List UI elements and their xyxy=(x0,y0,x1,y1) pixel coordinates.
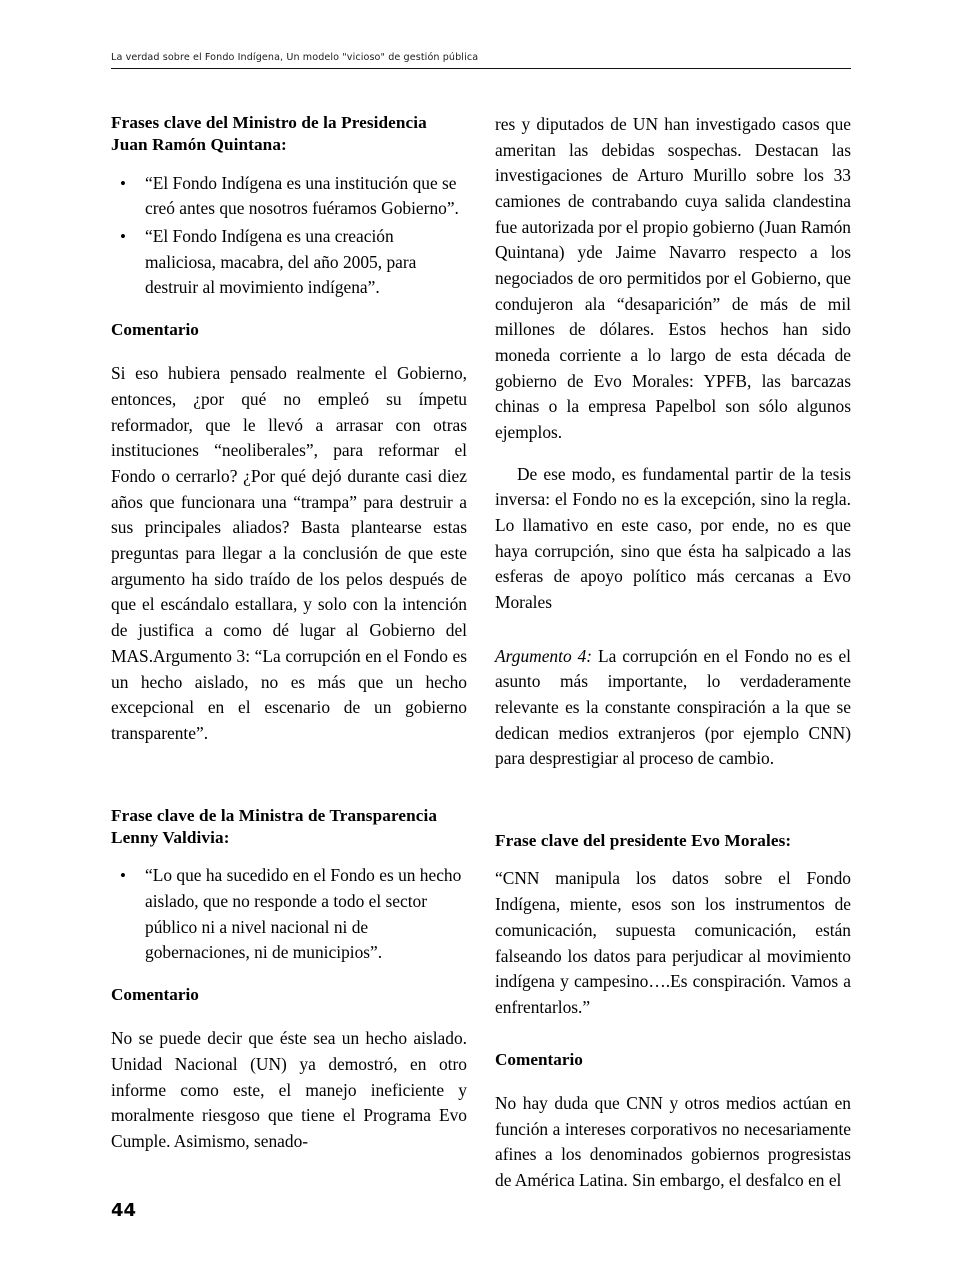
right-comment-paragraph-1: No hay duda que CNN y otros medios actúan en función a intereses corporativos no necesariamente afines a los denominados gobiernos progresistas de América Latina. Sin embargo, el desfalco en el xyxy=(495,1092,851,1190)
right-column xyxy=(495,112,851,1194)
left-comment-paragraph-1: Si eso hubiera pensado realmente el Gobierno, entonces, ¿por qué no empleó su ímpetu reformador, que le llevó a arrasar con otras instituciones “neoliberales”, para reformar el Fondo o cerrarlo? ¿Por qué dejó durante casi diez años que funcionara una “trampa” para destruir a sus principales aliados? Basta plantearse estas preguntas para llegar a la conclusión de que este argumento ha sido traído de los pelos después de que el escándalo estallara, y solo con la intención de justifica a como dé lugar al Gobierno del MAS.Argumento 3: “La corrupción en el Fondo es un hecho aislado, no es más que un hecho excepcional en el escenario de un gobierno transparente”. xyxy=(111,363,467,743)
right-quote-morales: “CNN manipula los datos sobre el Fondo Indígena, miente, esos son los instrumentos de comunicación, supuesta comunicación, están falseando los datos para perjudicar al movimiento indígena y campesino….Es conspiración. Vamos a enfrentarlos.” xyxy=(495,868,851,1017)
right-paragraph-2: De ese modo, es fundamental partir de la tesis inversa: el Fondo no es la excepción, sino la regla. Lo llamativo en este caso, por ende, no es que haya corrupción, sino que ésta ha salpicado a las esferas de apoyo político más cercanas a Evo Morales xyxy=(495,463,851,613)
left-heading-quintana: Frases clave del Ministro de la Presidencia Juan Ramón Quintana: xyxy=(111,113,427,155)
right-continued-paragraph: res y diputados de UN han investigado casos que ameritan las debidas sospechas. Destacan las investigaciones de Arturo Murillo sobre los 33 camiones de contrabando cuya salida clandestina fue autorizada por el propio gobierno (Juan Ramón Quintana) yde Jaime Navarro respecto a los negociados de oro permitidos por el Gobierno, que condujeron ala “desaparición” de más de mil millones de dólares. Estos hechos han sido moneda corriente a lo largo de esta década de gobierno de Evo Morales: YPFB, las barcazas chinas o la empresa Papelbol son sólo algunos ejemplos. xyxy=(495,114,851,443)
list-item xyxy=(111,863,467,966)
quote-text: “El Fondo Indígena es una creación maliciosa, macabra, del año 2005, para destruir al movimiento indígena”. xyxy=(145,226,417,298)
column-spacer xyxy=(495,632,851,644)
quote-text: “Lo que ha sucedido en el Fondo es un hecho aislado, que no responde a todo el sector público ni a nivel nacional ni de gobernaciones, ni de municipios”. xyxy=(145,865,462,963)
column-spacer xyxy=(495,788,851,830)
bullet-icon: • xyxy=(120,866,126,886)
page-number: 44 xyxy=(111,1200,137,1221)
argument-label: Argumento 4: xyxy=(495,645,593,666)
left-comment-paragraph-2: No se puede decir que éste sea un hecho aislado. Unidad Nacional (UN) ya demostró, en otro informe como este, el manejo ineficiente y moralmente riesgoso que tiene el Programa Evo Cumple. Asimismo, senado- xyxy=(111,1028,467,1151)
bullet-icon: • xyxy=(120,173,126,193)
right-heading-morales: Frase clave del presidente Evo Morales: xyxy=(495,831,792,851)
argument-body: La corrupción en el Fondo no es el asunto más importante, lo verdaderamente relevante es la constante conspiración a la que se dedican medios extranjeros (por ejemplo CNN) para desprestigiar al proceso de cambio. xyxy=(495,645,851,769)
quote-text: “El Fondo Indígena es una institución que se creó antes que nosotros fuéramos Gobierno”. xyxy=(145,172,459,219)
column-spacer xyxy=(111,763,467,805)
left-comment-heading-1: Comentario xyxy=(111,320,199,340)
right-argument-paragraph xyxy=(495,644,851,772)
left-comment-heading-2: Comentario xyxy=(111,984,199,1004)
list-item xyxy=(111,224,467,301)
bullet-icon: • xyxy=(120,227,126,247)
column-spacer xyxy=(495,1037,851,1049)
two-column-body xyxy=(111,112,851,1194)
list-item xyxy=(111,171,467,222)
left-column xyxy=(111,112,467,1194)
right-comment-heading-1: Comentario xyxy=(495,1049,583,1069)
running-head: La verdad sobre el Fondo Indígena, Un modelo "vicioso" de gestión pública xyxy=(111,52,851,69)
left-quote-list-valdivia xyxy=(111,863,467,966)
left-quote-list-quintana xyxy=(111,171,467,301)
left-heading-valdivia: Frase clave de la Ministra de Transparencia Lenny Valdivia: xyxy=(111,805,438,847)
